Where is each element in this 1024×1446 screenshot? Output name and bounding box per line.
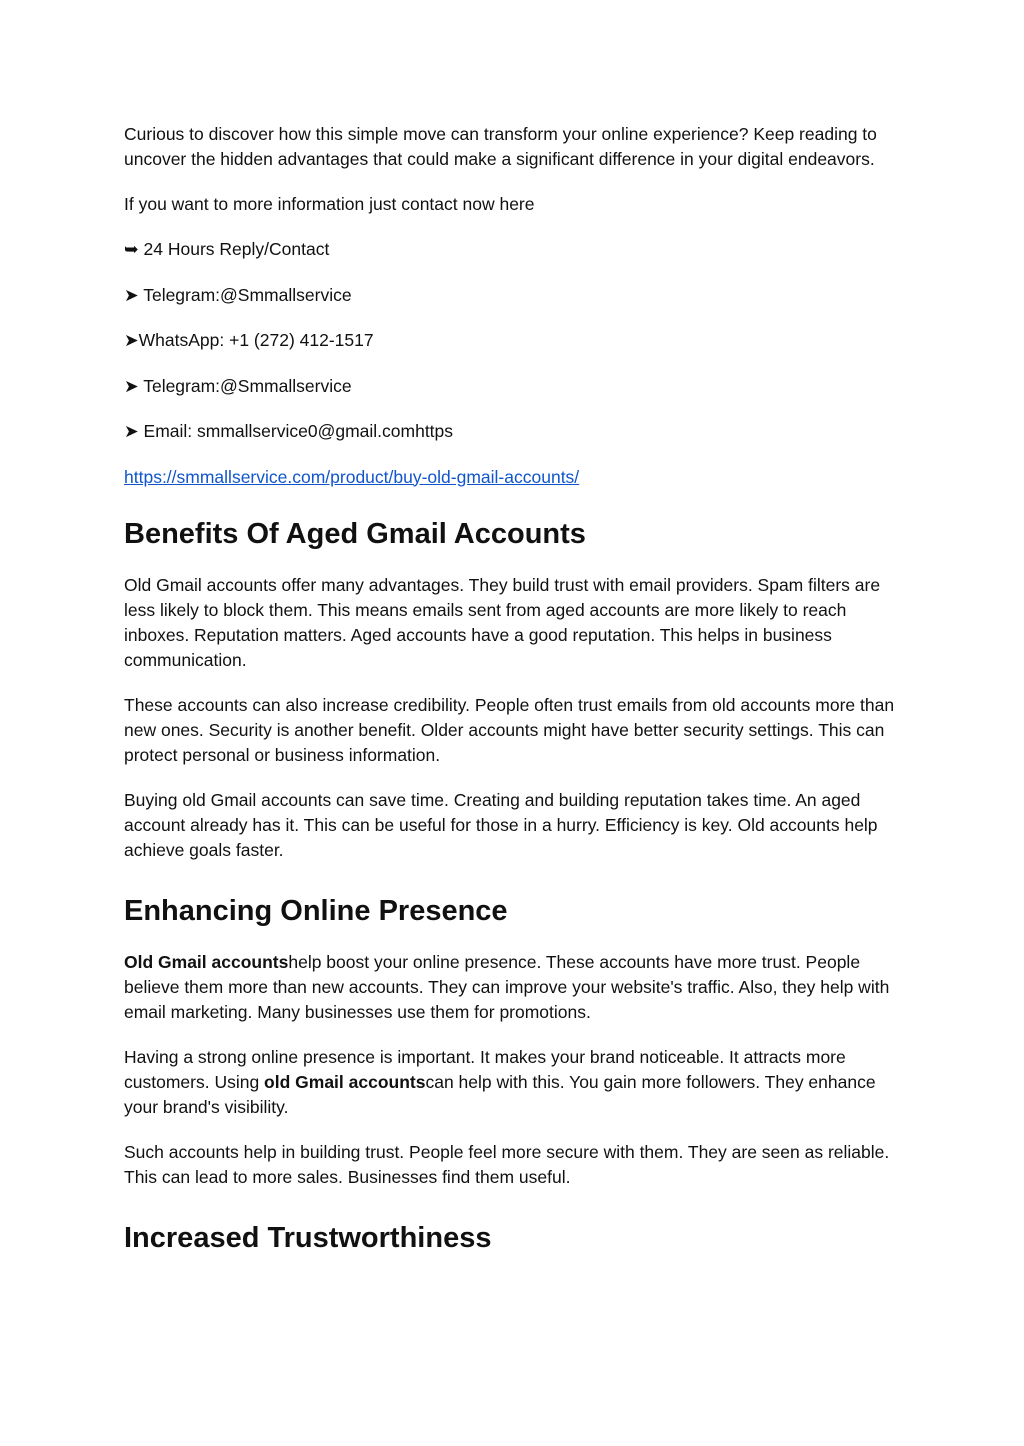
section-heading-presence: Enhancing Online Presence	[124, 894, 508, 927]
product-link-container	[124, 465, 904, 490]
presence-paragraph-2-rest: can help with this. You gain more followers. They enhance your brand's visibility.	[124, 1071, 876, 1117]
benefits-paragraph-1: Old Gmail accounts offer many advantages. They build trust with email providers. Spam filters are less likely to block them. This means emails sent from aged accounts are more likely to reach inboxes. Reputation matters. Aged accounts have a good reputation. This helps in business communication.	[124, 574, 881, 670]
contact-telegram-2: ➤ Telegram:@Smmallservice	[124, 375, 352, 396]
contact-telegram: ➤ Telegram:@Smmallservice	[124, 284, 352, 305]
intro-paragraph: Curious to discover how this simple move can transform your online experience? Keep reading to uncover the hidden advantages that could make a significant difference in your digital endeavors.	[124, 124, 877, 169]
presence-paragraph-1	[124, 950, 904, 1025]
bold-phrase: old Gmail accounts	[264, 1071, 426, 1092]
benefits-paragraph-2: These accounts can also increase credibility. People often trust emails from old accounts more than new ones. Security is another benefit. Older accounts might have better security settings. This can protect personal or business information.	[124, 694, 895, 765]
benefits-paragraph-3: Buying old Gmail accounts can save time. Creating and building reputation takes time. An aged account already has it. This can be useful for those in a hurry. Efficiency is key. Old accounts help achieve goals faster.	[124, 789, 878, 860]
presence-paragraph-2	[124, 1045, 904, 1120]
contact-prompt: If you want to more information just contact now here	[124, 194, 535, 214]
contact-email: ➤ Email: smmallservice0@gmail.comhttps	[124, 421, 454, 441]
product-link[interactable]: https://smmallservice.com/product/buy-old-gmail-accounts/	[124, 466, 580, 487]
document-page	[124, 122, 904, 1277]
presence-paragraph-2-start: Having a strong online presence is important. It makes your brand noticeable. It attracts more customers. Using	[124, 1046, 846, 1092]
section-heading-benefits: Benefits Of Aged Gmail Accounts	[124, 517, 586, 550]
section-heading-trust: Increased Trustworthiness	[124, 1221, 492, 1254]
presence-paragraph-1-text: help boost your online presence. These accounts have more trust. People believe them more than new accounts. They can improve your website's traffic. Also, they help with email marketing. Many businesses use them for promotions.	[124, 951, 890, 1022]
contact-reply-hours: ➥ 24 Hours Reply/Contact	[124, 239, 330, 259]
bold-phrase: Old Gmail accounts	[124, 951, 289, 972]
contact-whatsapp: ➤WhatsApp: +1 (272) 412-1517	[124, 330, 374, 350]
presence-paragraph-3: Such accounts help in building trust. People feel more secure with them. They are seen as reliable. This can lead to more sales. Businesses find them useful.	[124, 1141, 890, 1187]
